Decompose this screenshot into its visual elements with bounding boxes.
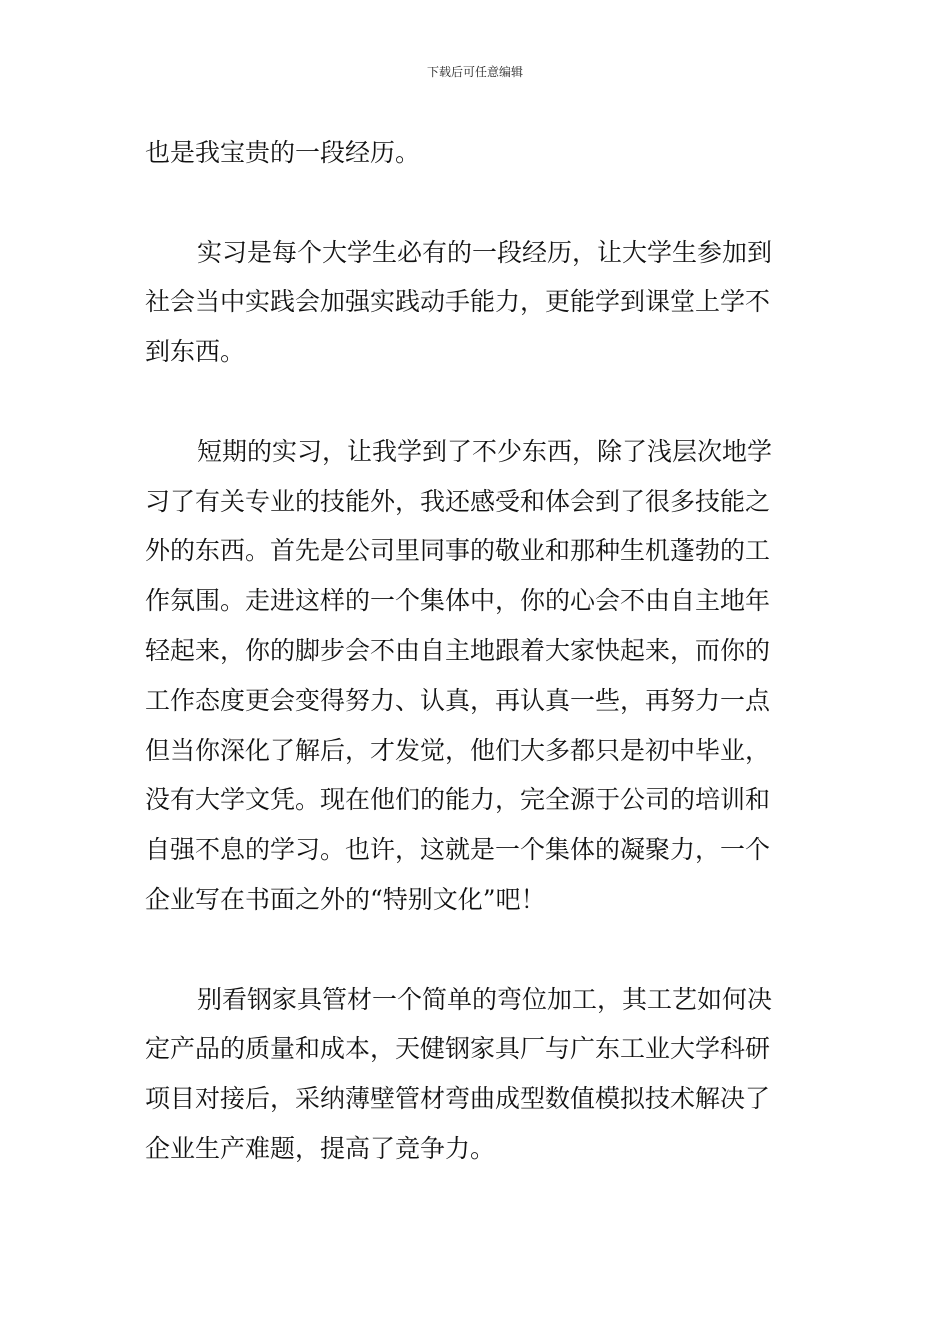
document-body [145,128,809,1174]
paragraph-line: 定产品的质量和成本，天健钢家具厂与广东工业大学科研 [145,1034,771,1064]
paragraph-line: 作氛围。走进这样的一个集体中，你的心会不由自主地年 [145,586,771,616]
paragraph-line: 短期的实习，让我学到了不少东西，除了浅层次地学 [197,436,773,466]
paragraph-line: 自强不息的学习。也许，这就是一个集体的凝聚力，一个 [145,835,771,865]
paragraph-1 [145,128,809,178]
paragraph-line: 实习是每个大学生必有的一段经历，让大学生参加到 [197,237,773,267]
paragraph-gap [145,377,809,427]
paragraph-gap [145,925,809,975]
paragraph-line: 别看钢家具管材一个简单的弯位加工，其工艺如何决 [197,984,773,1014]
paragraph-line: 到东西。 [145,337,246,367]
paragraph-gap [145,178,809,228]
paragraph-2 [145,228,809,377]
paragraph-line: 企业写在书面之外的“特别文化”吧！ [145,884,546,914]
paragraph-line: 外的东西。首先是公司里同事的敬业和那种生机蓬勃的工 [145,536,771,566]
paragraph-3 [145,427,809,925]
paragraph-line: 社会当中实践会加强实践动手能力，更能学到课堂上学不 [145,287,771,317]
paragraph-line: 企业生产难题，提高了竞争力。 [145,1133,496,1163]
page-header: 下载后可任意编辑 [426,65,523,79]
paragraph-line: 工作态度更会变得努力、认真，再认真一些，再努力一点 [145,685,771,715]
paragraph-line: 习了有关专业的技能外，我还感受和体会到了很多技能之 [145,486,771,516]
paragraph-line: 轻起来，你的脚步会不由自主地跟着大家快起来，而你的 [145,635,771,665]
paragraph-line: 也是我宝贵的一段经历。 [145,138,421,167]
paragraph-line: 但当你深化了解后，才发觉，他们大多都只是初中毕业， [145,735,771,765]
paragraph-line: 没有大学文凭。现在他们的能力，完全源于公司的培训和 [145,785,771,815]
paragraph-line: 项目对接后，采纳薄壁管材弯曲成型数值模拟技术解决了 [145,1084,771,1114]
paragraph-4 [145,975,809,1174]
